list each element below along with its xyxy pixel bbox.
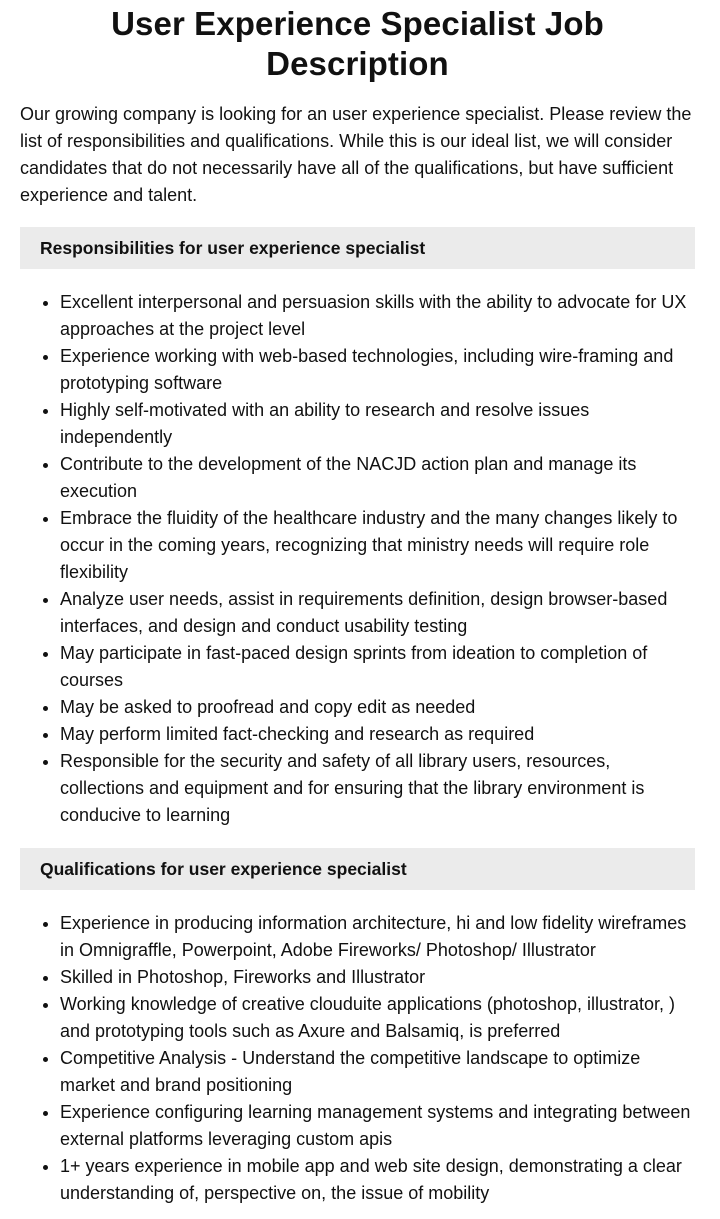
list-item: • Embrace the fluidity of the healthcare industry and the many changes likely to occur in the coming years, recognizing that ministry needs will require role flexibility: [60, 505, 695, 586]
list-item: • Experience working with web-based technologies, including wire-framing and prototyping software: [60, 343, 695, 397]
qualifications-header: [20, 848, 695, 890]
page-title: User Experience Specialist Job Description: [111, 5, 604, 82]
responsibilities-header: [20, 227, 695, 269]
list-item: • May perform limited fact-checking and research as required: [60, 721, 695, 748]
list-item: • Working knowledge of creative clouduite applications (photoshop, illustrator, ) and prototyping tools such as Axure and Balsamiq, is preferred: [60, 991, 695, 1045]
list-item: • Analyze user needs, assist in requirements definition, design browser-based interfaces, and design and conduct usability testing: [60, 586, 695, 640]
list-item: • Experience in producing information architecture, hi and low fidelity wireframes in Omnigraffle, Powerpoint, Adobe Fireworks/ Photoshop/ Illustrator: [60, 910, 695, 964]
list-item: • May participate in fast-paced design sprints from ideation to completion of courses: [60, 640, 695, 694]
responsibilities-heading: Responsibilities for user experience specialist: [40, 237, 426, 258]
list-item: • Excellent interpersonal and persuasion skills with the ability to advocate for UX approaches at the project level: [60, 289, 695, 343]
list-item: • Highly self-motivated with an ability to research and resolve issues independently: [60, 397, 695, 451]
list-item: • Skilled in Photoshop, Fireworks and Illustrator: [60, 964, 695, 991]
list-item: • Contribute to the development of the NACJD action plan and manage its execution: [60, 451, 695, 505]
intro-paragraph: Our growing company is looking for an user experience specialist. Please review the list of responsibilities and qualifications. While this is our ideal list, we will consider candidates that do not necessarily have all of the qualifications, but have sufficient experience and talent.: [20, 104, 692, 205]
qualifications-list: [20, 910, 695, 1207]
qualifications-heading: Qualifications for user experience specialist: [40, 858, 407, 879]
list-item: • Responsible for the security and safety of all library users, resources, collections and equipment and for ensuring that the library environment is conducive to learning: [60, 748, 695, 829]
responsibilities-list: [20, 289, 695, 829]
list-item: • Competitive Analysis - Understand the competitive landscape to optimize market and brand positioning: [60, 1045, 695, 1099]
list-item: • May be asked to proofread and copy edit as needed: [60, 694, 695, 721]
list-item: • Experience configuring learning management systems and integrating between external platforms leveraging custom apis: [60, 1099, 695, 1153]
list-item: • 1+ years experience in mobile app and web site design, demonstrating a clear understanding of, perspective on, the issue of mobility: [60, 1153, 695, 1207]
